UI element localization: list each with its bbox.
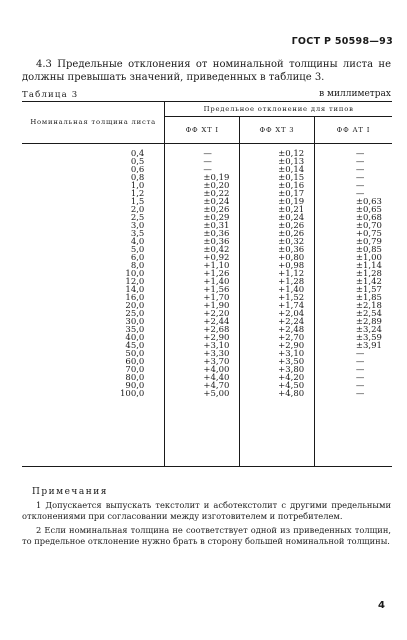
note-1: 1 Допускается выпускать текстолит и асботекстолит с другими предельными отклонениями при согласовании между изготовителем и потребителем.: [22, 500, 391, 521]
thickness-value: 1,0: [130, 181, 145, 191]
deviation-value-1: +4,40: [203, 373, 230, 383]
deviation-value-1: +0,92: [203, 253, 230, 263]
column-header-2: ФФ ХТ 3: [240, 117, 315, 144]
thickness-value: 80,0: [125, 373, 145, 383]
deviation-value-3: —: [355, 373, 365, 383]
deviation-value-3: —: [355, 189, 365, 199]
deviation-value-3: —: [355, 357, 365, 367]
deviation-value-3: —: [355, 165, 365, 175]
thickness-header: Номинальная толщина листа: [22, 102, 165, 144]
deviation-value-3: ±0,70: [355, 221, 382, 231]
deviation-value-2: +2,48: [278, 325, 305, 335]
deviation-column-1: [165, 144, 240, 467]
deviation-value-1: +4,70: [203, 381, 230, 391]
deviation-value-2: +1,40: [278, 285, 305, 295]
deviation-value-2: +2,24: [278, 317, 305, 327]
deviation-value-3: ±2,54: [355, 309, 382, 319]
deviation-value-1: ±0,42: [203, 245, 230, 255]
thickness-value: 30,0: [125, 317, 145, 327]
thickness-value: 0,4: [130, 149, 145, 159]
deviation-value-2: ±0,17: [278, 189, 305, 199]
deviation-value-1: +2,44: [203, 317, 230, 327]
deviation-value-1: ±0,19: [203, 173, 230, 183]
deviation-value-1: +1,90: [203, 301, 230, 311]
thickness-value: 10,0: [125, 269, 145, 279]
deviation-value-3: —: [355, 365, 365, 375]
deviation-value-2: +0,80: [278, 253, 305, 263]
thickness-value: 60,0: [125, 357, 145, 367]
notes-title: Примечания: [32, 487, 108, 497]
deviation-value-3: —: [355, 381, 365, 391]
thickness-column: [22, 144, 165, 467]
deviation-value-1: ±0,31: [203, 221, 230, 231]
deviation-value-2: ±0,16: [278, 181, 305, 191]
deviation-value-2: +2,70: [278, 333, 305, 343]
thickness-value: 2,0: [130, 205, 145, 215]
deviation-value-2: ±0,26: [278, 229, 305, 239]
deviation-value-2: +4,80: [278, 389, 305, 399]
thickness-value: 20,0: [125, 301, 145, 311]
deviation-value-2: ±0,36: [278, 245, 305, 255]
deviation-value-2: +4,20: [278, 373, 305, 383]
deviation-value-3: ±2,18: [355, 301, 382, 311]
page-number: 4: [378, 600, 385, 611]
deviation-value-1: +2,90: [203, 333, 230, 343]
document-header: ГОСТ Р 50598—93: [291, 36, 393, 47]
deviation-value-1: ±0,24: [203, 197, 230, 207]
deviation-value-1: +1,70: [203, 293, 230, 303]
thickness-value: 3,0: [130, 221, 145, 231]
deviation-value-1: —: [203, 157, 212, 167]
deviation-value-1: +4,00: [203, 365, 230, 375]
deviation-value-3: —: [355, 181, 365, 191]
thickness-value: 4,0: [130, 237, 145, 247]
deviation-value-1: +2,20: [203, 309, 230, 319]
deviation-value-3: ±2,89: [355, 317, 382, 327]
deviation-value-3: ±1,57: [355, 285, 382, 295]
thickness-value: 35,0: [125, 325, 145, 335]
deviation-value-1: +1,10: [203, 261, 230, 271]
thickness-value: 0,8: [130, 173, 145, 183]
deviation-value-1: +1,40: [203, 277, 230, 287]
deviation-value-1: +3,30: [203, 349, 230, 359]
thickness-value: 5,0: [130, 245, 145, 255]
deviation-value-1: +2,68: [203, 325, 230, 335]
thickness-value: 12,0: [125, 277, 145, 287]
thickness-value: 70,0: [125, 365, 145, 375]
deviation-value-3: +0,75: [355, 229, 382, 239]
thickness-value: 0,6: [130, 165, 145, 175]
thickness-value: 1,5: [130, 197, 145, 207]
deviation-value-2: +2,04: [278, 309, 305, 319]
thickness-value: 45,0: [125, 341, 145, 351]
deviation-value-1: +3,70: [203, 357, 230, 367]
deviation-value-1: —: [203, 165, 212, 175]
deviation-value-2: ±0,14: [278, 165, 305, 175]
deviation-table: [22, 101, 392, 467]
deviation-value-2: ±0,13: [278, 157, 305, 167]
column-header-1: ФФ ХТ I: [165, 117, 240, 144]
deviation-value-3: ±3,91: [355, 341, 382, 351]
deviation-value-3: ±1,00: [355, 253, 382, 263]
deviation-value-2: +4,50: [278, 381, 305, 391]
thickness-value: 90,0: [125, 381, 145, 391]
deviation-value-3: —: [355, 349, 365, 359]
deviation-value-2: ±0,21: [278, 205, 305, 215]
note-2: 2 Если номинальная толщина не соответствует одной из приведенных толщин, то предельное отклонение нужно брать в сторону большей номинальной толщины.: [22, 525, 391, 546]
deviation-value-2: ±0,19: [278, 197, 305, 207]
deviation-value-2: ±0,32: [278, 237, 305, 247]
deviation-value-3: ±1,28: [355, 269, 382, 279]
deviation-value-3: ±1,14: [355, 261, 382, 271]
deviation-value-3: ±3,24: [355, 325, 382, 335]
deviation-value-3: ±0,63: [355, 197, 382, 207]
deviation-value-2: ±0,12: [278, 149, 305, 159]
deviation-value-2: +1,74: [278, 301, 305, 311]
thickness-value: 16,0: [125, 293, 145, 303]
deviation-group-header: Предельное отклонение для типов: [165, 102, 392, 117]
table-caption: Таблица 3: [22, 90, 79, 100]
deviation-value-1: +1,26: [203, 269, 230, 279]
deviation-value-3: ±0,85: [355, 245, 382, 255]
deviation-value-2: ±0,24: [278, 213, 305, 223]
thickness-value: 3,5: [130, 229, 145, 239]
deviation-value-1: ±0,20: [203, 181, 230, 191]
deviation-value-3: —: [355, 389, 365, 399]
thickness-value: 1,2: [130, 189, 145, 199]
deviation-value-3: —: [355, 173, 365, 183]
column-header-3: ФФ АТ I: [314, 117, 392, 144]
deviation-value-3: ±0,68: [355, 213, 382, 223]
deviation-value-3: ±1,42: [355, 277, 382, 287]
deviation-value-1: +5,00: [203, 389, 230, 399]
table-units: в миллиметрах: [319, 89, 391, 99]
deviation-value-1: +3,10: [203, 341, 230, 351]
thickness-value: 8,0: [130, 261, 145, 271]
deviation-value-1: ±0,26: [203, 205, 230, 215]
deviation-value-2: +3,50: [278, 357, 305, 367]
deviation-value-2: +1,52: [278, 293, 305, 303]
thickness-value: 100,0: [120, 389, 145, 399]
intro-paragraph: 4.3 Предельные отклонения от номинальной толщины листа не должны превышать значений, приведенных в таблице 3.: [22, 59, 391, 83]
deviation-value-2: +2,90: [278, 341, 305, 351]
deviation-value-1: ±0,36: [203, 237, 230, 247]
deviation-value-1: ±0,22: [203, 189, 230, 199]
thickness-value: 40,0: [125, 333, 145, 343]
deviation-column-2: [240, 144, 315, 467]
deviation-column-3: [314, 144, 392, 467]
deviation-value-1: ±0,36: [203, 229, 230, 239]
deviation-value-2: +1,28: [278, 277, 305, 287]
deviation-value-1: —: [203, 149, 212, 159]
deviation-value-2: +1,12: [278, 269, 305, 279]
thickness-value: 50,0: [125, 349, 145, 359]
deviation-value-2: +3,80: [278, 365, 305, 375]
deviation-value-3: —: [355, 157, 365, 167]
deviation-value-3: ±0,65: [355, 205, 382, 215]
deviation-value-2: ±0,26: [278, 221, 305, 231]
deviation-value-3: —: [355, 149, 365, 159]
deviation-value-2: ±0,15: [278, 173, 305, 183]
deviation-value-2: +3,10: [278, 349, 305, 359]
thickness-value: 2,5: [130, 213, 145, 223]
deviation-value-1: ±0,29: [203, 213, 230, 223]
thickness-value: 14,0: [125, 285, 145, 295]
deviation-value-3: ±0,79: [355, 237, 382, 247]
deviation-value-3: ±1,85: [355, 293, 382, 303]
thickness-value: 25,0: [125, 309, 145, 319]
thickness-value: 0,5: [130, 157, 145, 167]
thickness-value: 6,0: [130, 253, 145, 263]
deviation-value-1: +1,56: [203, 285, 230, 295]
deviation-value-3: ±3,59: [355, 333, 382, 343]
deviation-value-2: +0,98: [278, 261, 305, 271]
